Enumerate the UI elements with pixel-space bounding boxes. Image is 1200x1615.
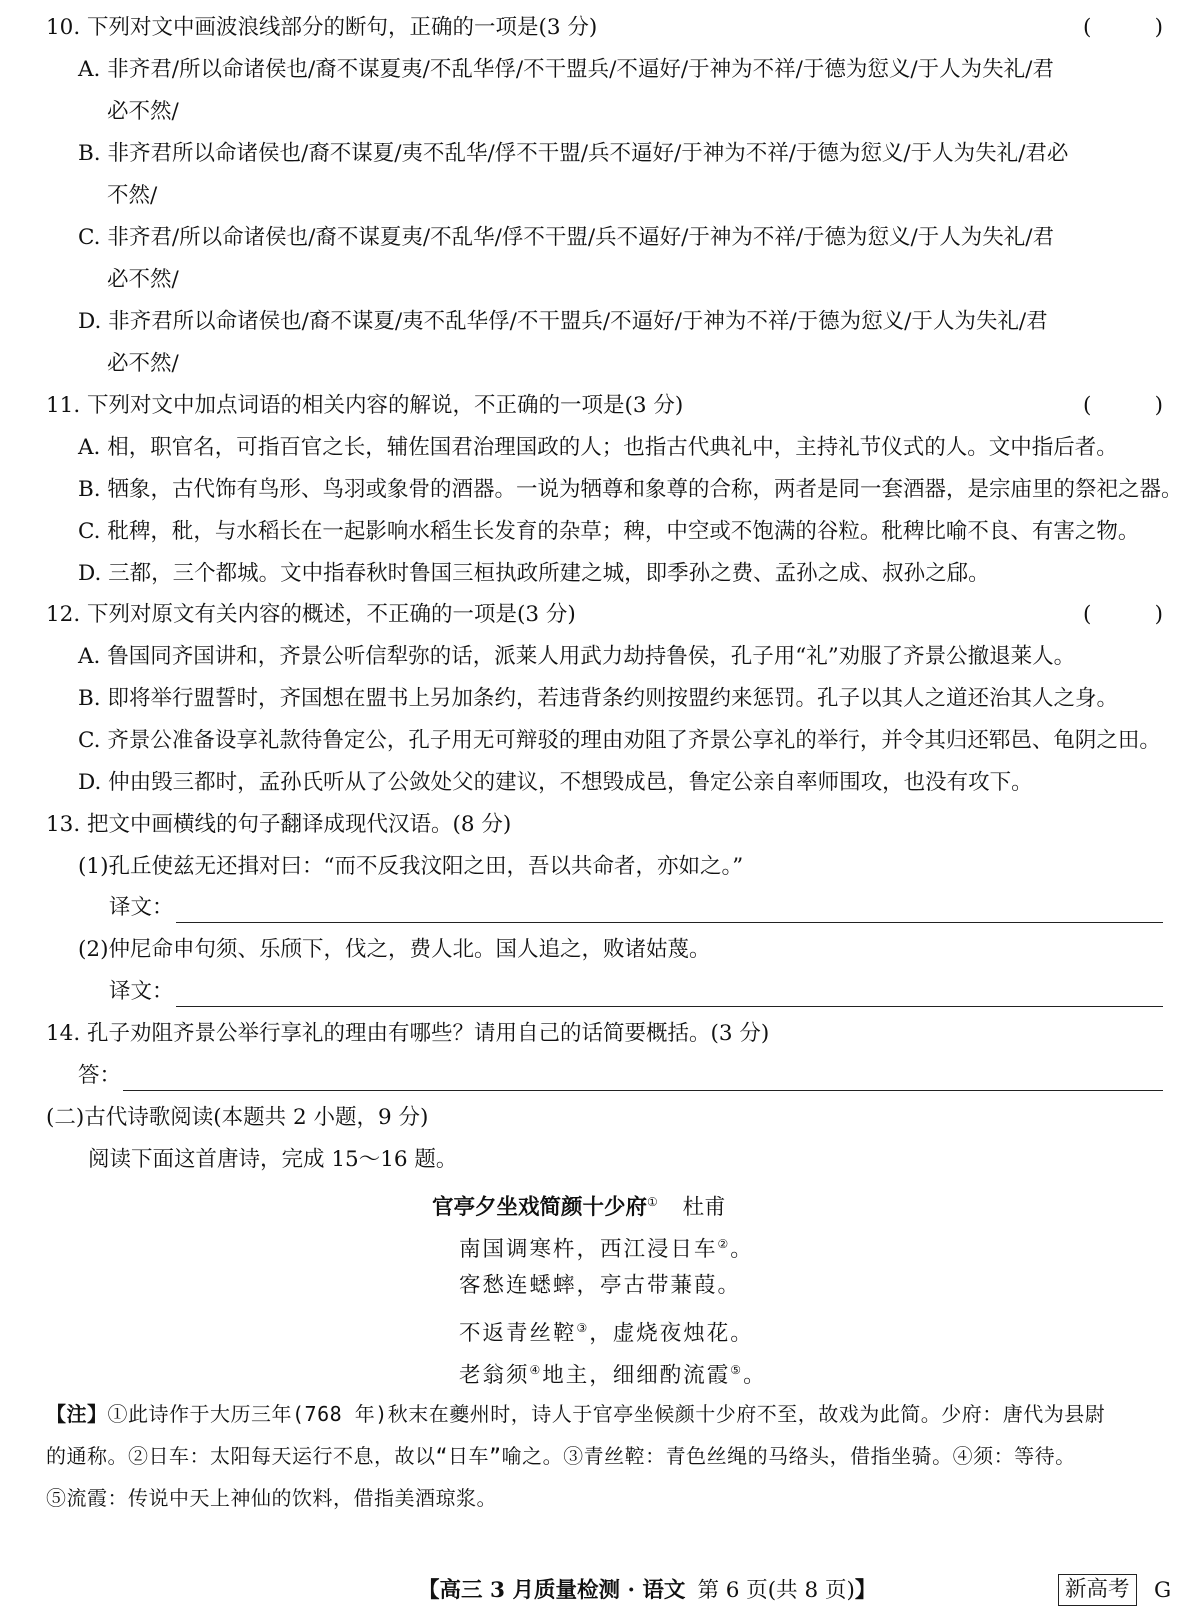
page-number: 第 6 页(共 8 页) (697, 1578, 855, 1603)
footnote-marker: ① (647, 1195, 658, 1209)
q10-option-c-cont: 必不然/ (107, 267, 179, 292)
q12-answer-paren (1083, 600, 1163, 630)
poem-line-4 (459, 1355, 767, 1391)
footnote-marker: ② (717, 1237, 731, 1251)
q10-option-a-cont: 必不然/ (107, 99, 179, 124)
q11-option-b: B. 牺象，古代饰有鸟形、鸟羽或象骨的酒器。一说为牺尊和象尊的合称，两者是同一套酒器，是宗庙里的祭祀之器。 (78, 477, 1183, 502)
q10-option-b-cont: 不然/ (107, 183, 158, 208)
subject-name: 语文 (642, 1578, 686, 1603)
answer-label: 答： (78, 1063, 122, 1088)
poem-text: 地主，细细酌流霞 (542, 1363, 731, 1388)
poem-text: 老翁须 (459, 1363, 530, 1388)
q13-sentence-2: (2)仲尼命申句须、乐颀下，伐之，费人北。国人追之，败诸姑蔑。 (78, 937, 711, 962)
q10-stem: 10. 下列对文中画波浪线部分的断句，正确的一项是(3 分) (46, 15, 598, 40)
notes-text: ①此诗作于大历三年(768 年)秋末在夔州时，诗人于官亭坐候颜十少府不至，故戏为此简。少府：唐代为县尉 (107, 1402, 1106, 1426)
paren-right: ) (1154, 393, 1163, 418)
footer-title (418, 1575, 876, 1607)
poem-author: 杜甫 (682, 1195, 726, 1219)
q11-option-a: A. 相，职官名，可指百官之长，辅佐国君治理国政的人；也指古代典礼中，主持礼节仪式的人。文中指后者。 (78, 435, 1118, 460)
exam-type-badge: 新高考 (1058, 1574, 1137, 1606)
poem-text: 南国调寒杵，西江浸日车 (459, 1237, 718, 1262)
q12-option-c: C. 齐景公准备设享礼款待鲁定公，孔子用无可辩驳的理由劝阻了齐景公享礼的举行，并令其归还郓邑、龟阴之田。 (78, 728, 1161, 753)
q10-option-c: C. 非齐君/所以命诸侯也/裔不谋夏夷/不乱华/俘不干盟/兵不逼好/于神为不祥/于德为愆义/于人为失礼/君 (78, 225, 1055, 250)
paren-right: ) (1154, 15, 1163, 40)
translation-label: 译文： (109, 895, 174, 920)
poem-text: 。 (730, 1237, 754, 1262)
paren-left: ( (1083, 602, 1092, 627)
q12-option-a: A. 鲁国同齐国讲和，齐景公听信犁弥的话，派莱人用武力劫持鲁侯，孔子用“礼”劝服了齐景公撤退莱人。 (78, 644, 1076, 669)
separator: · (619, 1578, 643, 1603)
poem-text: 。 (743, 1363, 767, 1388)
section-instruction: 阅读下面这首唐诗，完成 15～16 题。 (88, 1147, 458, 1172)
poem-line-3 (459, 1313, 754, 1349)
notes-line-2: 的通称。②日车：太阳每天运行不息，故以“日车”喻之。③青丝鞚：青色丝绳的马络头，借指坐骑。④须：等待。 (46, 1444, 1076, 1468)
footnote-marker: ③ (576, 1321, 590, 1335)
q11-option-c: C. 秕稗，秕，与水稻长在一起影响水稻生长发育的杂草；稗，中空或不饱满的谷粒。秕稗比喻不良、有害之物。 (78, 519, 1140, 544)
q10-option-b: B. 非齐君所以命诸侯也/裔不谋夏/夷不乱华/俘不干盟/兵不逼好/于神为不祥/于德为愆义/于人为失礼/君必 (78, 141, 1069, 166)
q13-sentence-1: (1)孔丘使兹无还揖对曰：“而不反我汶阳之田，吾以共命者，亦如之。” (78, 854, 744, 879)
q13-translation-2-row[interactable] (109, 977, 1163, 1007)
bracket: 【 (418, 1578, 440, 1603)
paren-right: ) (1154, 602, 1163, 627)
q12-option-b: B. 即将举行盟誓时，齐国想在盟书上另加条约，若违背条约则按盟约来惩罚。孔子以其人之道还治其人之身。 (78, 686, 1118, 711)
section-heading: (二)古代诗歌阅读(本题共 2 小题，9 分) (46, 1105, 429, 1130)
q11-option-d: D. 三都，三个都城。文中指春秋时鲁国三桓执政所建之城，即季孙之费、孟孙之成、叔孙之郈。 (78, 561, 990, 586)
poem-line-1 (459, 1229, 754, 1265)
exam-name: 高三 3 月质量检测 (439, 1578, 620, 1603)
notes-line-3: ⑤流霞：传说中天上神仙的饮料，借指美酒琼浆。 (46, 1486, 497, 1510)
notes-label: 【注】 (46, 1402, 108, 1426)
q13-stem: 13. 把文中画横线的句子翻译成现代汉语。(8 分) (46, 812, 512, 837)
paren-left: ( (1083, 15, 1092, 40)
poem-line-2: 客愁连蟋蟀，亭古带蒹葭。 (459, 1273, 742, 1298)
answer-line[interactable] (123, 1066, 1163, 1091)
q10-option-d: D. 非齐君所以命诸侯也/裔不谋夏/夷不乱华俘/不干盟兵/不逼好/于神为不祥/于德为愆义/于人为失礼/君 (78, 309, 1048, 334)
poem-text: 不返青丝鞚 (459, 1321, 577, 1346)
answer-line[interactable] (176, 898, 1163, 923)
paren-left: ( (1083, 393, 1092, 418)
bracket: 】 (854, 1578, 877, 1603)
q11-answer-paren (1083, 391, 1163, 421)
translation-label: 译文： (109, 979, 174, 1004)
q12-option-d: D. 仲由毁三都时，孟孙氏听从了公敛处父的建议，不想毁成邑，鲁定公亲自率师围攻，也没有攻下。 (78, 770, 1033, 795)
poem-title: 官亭夕坐戏简颜十少府 (432, 1195, 648, 1220)
answer-line[interactable] (176, 982, 1163, 1007)
notes-line-1 (46, 1399, 1166, 1429)
q10-answer-paren (1083, 13, 1163, 43)
poem-title-row (432, 1187, 726, 1220)
footnote-marker: ⑤ (730, 1363, 744, 1377)
poem-text: ，虚烧夜烛花。 (589, 1321, 754, 1346)
footnote-marker: ④ (529, 1363, 543, 1377)
q10-option-d-cont: 必不然/ (107, 351, 179, 376)
q11-stem: 11. 下列对文中加点词语的相关内容的解说，不正确的一项是(3 分) (46, 393, 684, 418)
q12-stem: 12. 下列对原文有关内容的概述，不正确的一项是(3 分) (46, 602, 576, 627)
q10-option-a: A. 非齐君/所以命诸侯也/裔不谋夏夷/不乱华俘/不干盟兵/不逼好/于神为不祥/于德为愆义/于人为失礼/君 (78, 57, 1054, 82)
q14-answer-row[interactable] (78, 1061, 1163, 1091)
q14-stem: 14. 孔子劝阻齐景公举行享礼的理由有哪些？请用自己的话简要概括。(3 分) (46, 1021, 770, 1046)
version-label: G (1154, 1578, 1172, 1603)
q13-translation-1-row[interactable] (109, 893, 1163, 923)
